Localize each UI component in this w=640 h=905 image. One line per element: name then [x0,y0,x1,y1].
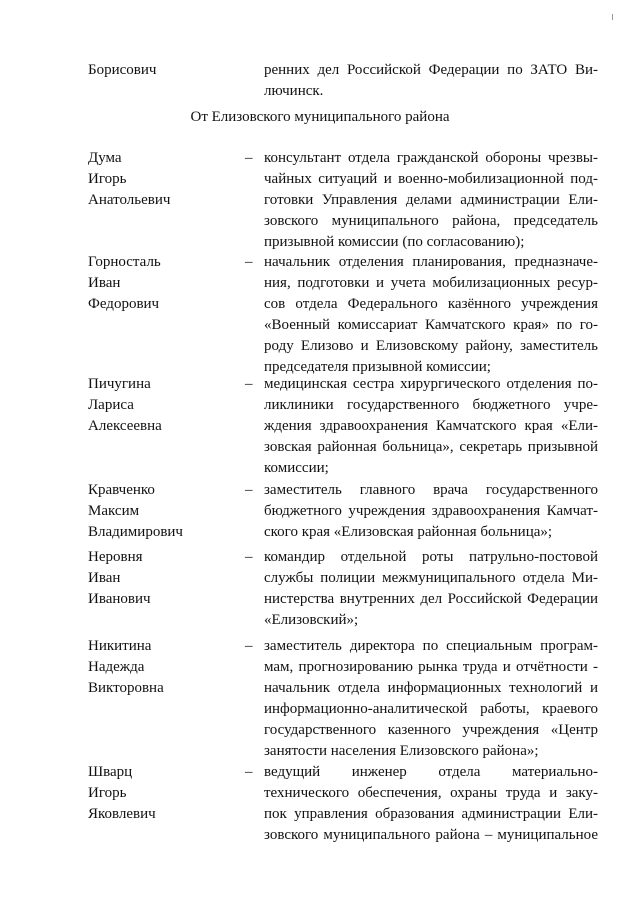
member-description: заместитель директора по специальным програм- мам, прогнозированию рынка труда и отчётности - начальник отдела информационных технологий и информационно-аналитической работы, краевого государственного казенного учреждения «Центр занятости населения Елизовского района»; [264,638,598,759]
member-description: медицинская сестра хирургического отделения по- ликлиники государственного бюджетного учре- ждения здравоохранения Камчатского края «Ели- зовская районная больница», секретарь призывной комиссии; [264,376,598,476]
member-name: Борисович [88,62,157,78]
dash: – [245,764,253,780]
member-description: консультант отдела гражданской обороны чрезвы- чайных ситуаций и военно-мобилизационной под- готовки Управления делами администрации Ели- зовского муниципального района, председатель призывной комиссии (по согласованию); [264,150,598,250]
member-name: Дума Игорь Анатольевич [88,150,171,208]
member-description: ренних дел Российской Федерации по ЗАТО Ви- лючинск. [264,62,598,99]
scan-mark [612,14,613,20]
dash: – [245,150,253,166]
dash: – [245,638,253,654]
member-name: Никитина Надежда Викторовна [88,638,164,696]
dash: – [245,482,253,498]
member-description: заместитель главного врача государственного бюджетного учреждения здравоохранения Камчат- ского края «Елизовская районная больница»; [264,482,598,540]
member-name: Кравченко Максим Владимирович [88,482,183,540]
member-name: Неровня Иван Иванович [88,549,151,607]
member-description: командир отдельной роты патрульно-постовой службы полиции межмуниципального отдела Ми- нистерства внутренних дел Российской Федерации «Елизовский»; [264,549,598,628]
member-name: Пичугина Лариса Алексеевна [88,376,162,434]
member-name: Горносталь Иван Федорович [88,254,161,312]
member-description: ведущий инженер отдела материально- технического обеспечения, охраны труда и заку- пок управления образования администрации Ели- зовского муниципального района – муниципальное [264,764,598,843]
member-description: начальник отделения планирования, предназначе- ния, подготовки и учета мобилизационных ресур- сов отдела Федерального казённого учреждения «Военный комиссариат Камчатского края» по го- роду Елизово и Елизовскому району, заместитель председателя призывной комиссии; [264,254,598,375]
dash: – [245,549,253,565]
dash: – [245,376,253,392]
section-heading: От Елизовского муниципального района [190,109,450,125]
member-name: Шварц Игорь Яковлевич [88,764,156,822]
dash: – [245,254,253,270]
